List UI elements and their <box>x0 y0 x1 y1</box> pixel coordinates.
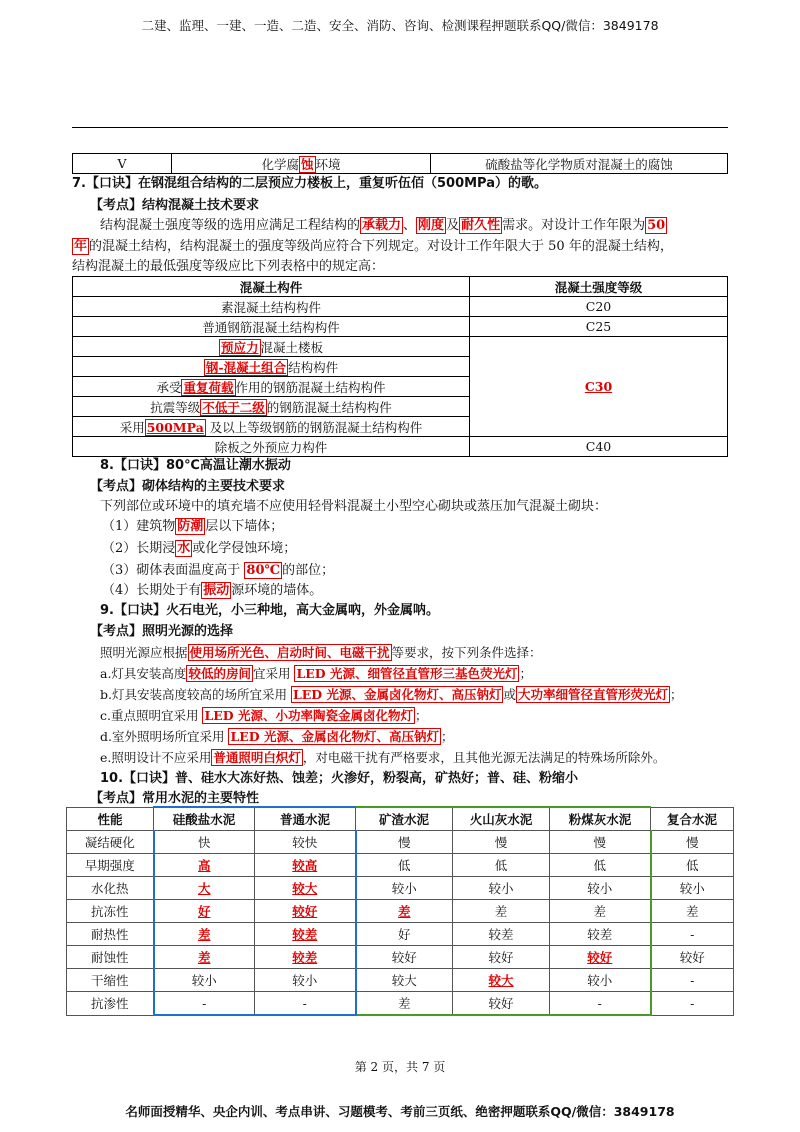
cement-row-label: 早期强度 <box>67 854 154 877</box>
cement-cell: 较大 <box>356 969 453 992</box>
cement-cell: 低 <box>550 854 651 877</box>
concrete-row: 除板之外预应力构件 <box>73 437 470 457</box>
cement-cell: - <box>255 992 356 1016</box>
s7-para2: 年 的混凝土结构，结构混凝土的强度等级尚应符合下列规定。对设计工作年限大于 50 年的混凝土结构， <box>74 239 673 254</box>
s7-para1: 结构混凝土强度等级的选用应满足工程结构的 承载力 、 刚度 及 耐久性 需求。对设计工作年限为 50 <box>100 218 666 233</box>
cement-cell: 差 <box>154 946 255 969</box>
concrete-table <box>72 276 728 457</box>
cement-cell: 快 <box>154 831 255 854</box>
cement-cell: 较大 <box>453 969 550 992</box>
s7-point: 【考点】结构混凝土技术要求 <box>90 198 260 213</box>
cement-cell: 好 <box>356 923 453 946</box>
concrete-row: 普通钢筋混凝土结构构件 <box>73 317 470 337</box>
cement-cell: 较小 <box>356 877 453 900</box>
cement-cell: 较小 <box>550 877 651 900</box>
concrete-header-1: 混凝土构件 <box>73 277 470 297</box>
cement-cell: 大 <box>154 877 255 900</box>
cement-header: 性能 <box>67 807 154 831</box>
s8-title: 8.【口诀】80℃高温让潮水振动 <box>100 458 291 473</box>
cement-cell: 低 <box>356 854 453 877</box>
cement-row-label: 抗冻性 <box>67 900 154 923</box>
s8-para1: 下列部位或环境中的填充墙不应使用轻骨料混凝土小型空心砌块或蒸压加气混凝土砌块： <box>100 499 608 514</box>
cement-cell: 高 <box>154 854 255 877</box>
s10-point: 【考点】常用水泥的主要特性 <box>90 791 260 806</box>
s9-para1: 照明光源应根据 使用场所光色、启动时间、电磁干扰 等要求，按下列条件选择： <box>100 645 542 660</box>
page-header: 二建、监理、一建、一造、二造、安全、消防、咨询、检测课程押题联系QQ/微信：3849178 <box>141 18 659 33</box>
cement-cell: 慢 <box>550 831 651 854</box>
cement-cell: 慢 <box>453 831 550 854</box>
s7-title: 7.【口诀】在钢混组合结构的二层预应力楼板上，重复听伍佰（500MPa）的歌。 <box>72 176 548 191</box>
cement-cell: 较好 <box>550 946 651 969</box>
cement-cell: 较好 <box>453 992 550 1016</box>
cement-row-label: 凝结硬化 <box>67 831 154 854</box>
cement-cell: - <box>154 992 255 1016</box>
cement-cell: 较差 <box>255 946 356 969</box>
cement-header: 粉煤灰水泥 <box>550 807 651 831</box>
cement-cell: 好 <box>154 900 255 923</box>
cement-cell: 差 <box>453 900 550 923</box>
concrete-header-2: 混凝土强度等级 <box>470 277 728 297</box>
header-rule <box>72 127 728 128</box>
s9-item-d: d.室外照明场所宜采用 LED 光源、金属卤化物灯、高压钠灯 ； <box>100 729 454 744</box>
cement-row <box>67 923 734 946</box>
cement-cell: 较小 <box>651 877 734 900</box>
cement-cell: - <box>651 992 734 1016</box>
cement-row-label: 抗渗性 <box>67 992 154 1016</box>
cement-cell: 较差 <box>453 923 550 946</box>
page-footer-promo: 名师面授精华、央企内训、考点串讲、习题模考、考前三页纸、绝密押题联系QQ/微信：3849178 <box>125 1104 675 1119</box>
cement-row <box>67 900 734 923</box>
cement-cell: 差 <box>550 900 651 923</box>
cement-cell: - <box>651 923 734 946</box>
cement-cell: 较好 <box>356 946 453 969</box>
concrete-grade: C25 <box>470 317 728 337</box>
s7-para3: 结构混凝土的最低强度等级应比下列表格中的规定高： <box>72 259 385 274</box>
cement-cell: 较小 <box>550 969 651 992</box>
concrete-row: 承受 重复荷载 作用的钢筋混凝土结构构件 <box>73 377 470 397</box>
cement-row-label: 耐热性 <box>67 923 154 946</box>
concrete-row: 素混凝土结构构件 <box>73 297 470 317</box>
s9-point: 【考点】照明光源的选择 <box>90 624 234 639</box>
cement-row <box>67 992 734 1016</box>
cement-row <box>67 969 734 992</box>
cement-row-label: 耐蚀性 <box>67 946 154 969</box>
cement-header: 矿渣水泥 <box>356 807 453 831</box>
concrete-row: 钢-混凝土组合 结构构件 <box>73 357 470 377</box>
cement-cell: 较差 <box>550 923 651 946</box>
top-cell-3: 硫酸盐等化学物质对混凝土的腐蚀 <box>431 154 728 174</box>
concrete-row: 预应力 混凝土楼板 <box>73 337 470 357</box>
top-table <box>72 153 728 174</box>
s8-item-2: （2）长期浸 水 或化学侵蚀环境； <box>102 541 297 556</box>
s8-item-4: （4）长期处于有 振动 源环境的墙体。 <box>102 583 323 598</box>
cement-cell: 较快 <box>255 831 356 854</box>
s9-item-c: c.重点照明宜采用 LED 光源、小功率陶瓷金属卤化物灯 ； <box>100 708 428 723</box>
s8-point: 【考点】砌体结构的主要技术要求 <box>90 479 286 494</box>
top-cell-2: 化学腐 蚀 环境 <box>172 154 431 174</box>
cement-cell: 慢 <box>356 831 453 854</box>
cement-header: 硅酸盐水泥 <box>154 807 255 831</box>
cement-cell: 较小 <box>255 969 356 992</box>
cement-cell: 较好 <box>651 946 734 969</box>
cement-row <box>67 877 734 900</box>
s10-title: 10.【口诀】普、硅水大冻好热、蚀差；火渗好，粉裂高，矿热好；普、硅、粉缩小 <box>100 771 579 786</box>
cement-cell: 差 <box>356 992 453 1016</box>
cement-table <box>66 806 734 1016</box>
cement-cell: 差 <box>154 923 255 946</box>
concrete-row: 采用 500MPa 及以上等级钢筋的钢筋混凝土结构构件 <box>73 417 470 437</box>
concrete-grade-c30: C30 <box>470 337 728 437</box>
cement-cell: 较好 <box>453 946 550 969</box>
top-cell-1: V <box>73 154 172 174</box>
cement-cell: 较小 <box>453 877 550 900</box>
cement-cell: 较小 <box>154 969 255 992</box>
cement-cell: 较差 <box>255 923 356 946</box>
cement-cell: - <box>550 992 651 1016</box>
cement-cell: 慢 <box>651 831 734 854</box>
concrete-grade: C20 <box>470 297 728 317</box>
s9-item-e: e.照明设计不应采用 普通照明白炽灯 ，对电磁干扰有严格要求，且其他光源无法满足的特殊场所除外。 <box>100 750 666 765</box>
cement-header: 火山灰水泥 <box>453 807 550 831</box>
cement-cell: 差 <box>356 900 453 923</box>
concrete-grade: C40 <box>470 437 728 457</box>
cement-cell: - <box>651 969 734 992</box>
page-number: 第 2 页，共 7 页 <box>354 1060 446 1074</box>
s8-item-3: （3）砌体表面温度高于 80℃ 的部位； <box>102 563 335 578</box>
cement-row <box>67 831 734 854</box>
cement-row <box>67 946 734 969</box>
s8-item-1: （1）建筑物 防潮 层以下墙体； <box>102 519 284 534</box>
cement-header: 普通水泥 <box>255 807 356 831</box>
cement-cell: 低 <box>651 854 734 877</box>
cement-row-label: 水化热 <box>67 877 154 900</box>
s9-title: 9.【口诀】火石电光，小三种地，高大金属吶，外金属呐。 <box>100 603 439 618</box>
cement-row-label: 干缩性 <box>67 969 154 992</box>
cement-row <box>67 854 734 877</box>
s9-item-a: a.灯具安装高度 较低的房间 宜采用 LED 光源、细管径直管形三基色荧光灯 ； <box>100 666 532 681</box>
cement-cell: 差 <box>651 900 734 923</box>
cement-cell: 较好 <box>255 900 356 923</box>
concrete-row: 抗震等级 不低于二级 的钢筋混凝土结构构件 <box>73 397 470 417</box>
cement-header: 复合水泥 <box>651 807 734 831</box>
cement-cell: 较大 <box>255 877 356 900</box>
s9-item-b: b.灯具安装高度较高的场所宜采用 LED 光源、金属卤化物灯、高压钠灯 或 大功率细管径直管形荧光灯 ； <box>100 687 683 702</box>
cement-cell: 低 <box>453 854 550 877</box>
cement-cell: 较高 <box>255 854 356 877</box>
